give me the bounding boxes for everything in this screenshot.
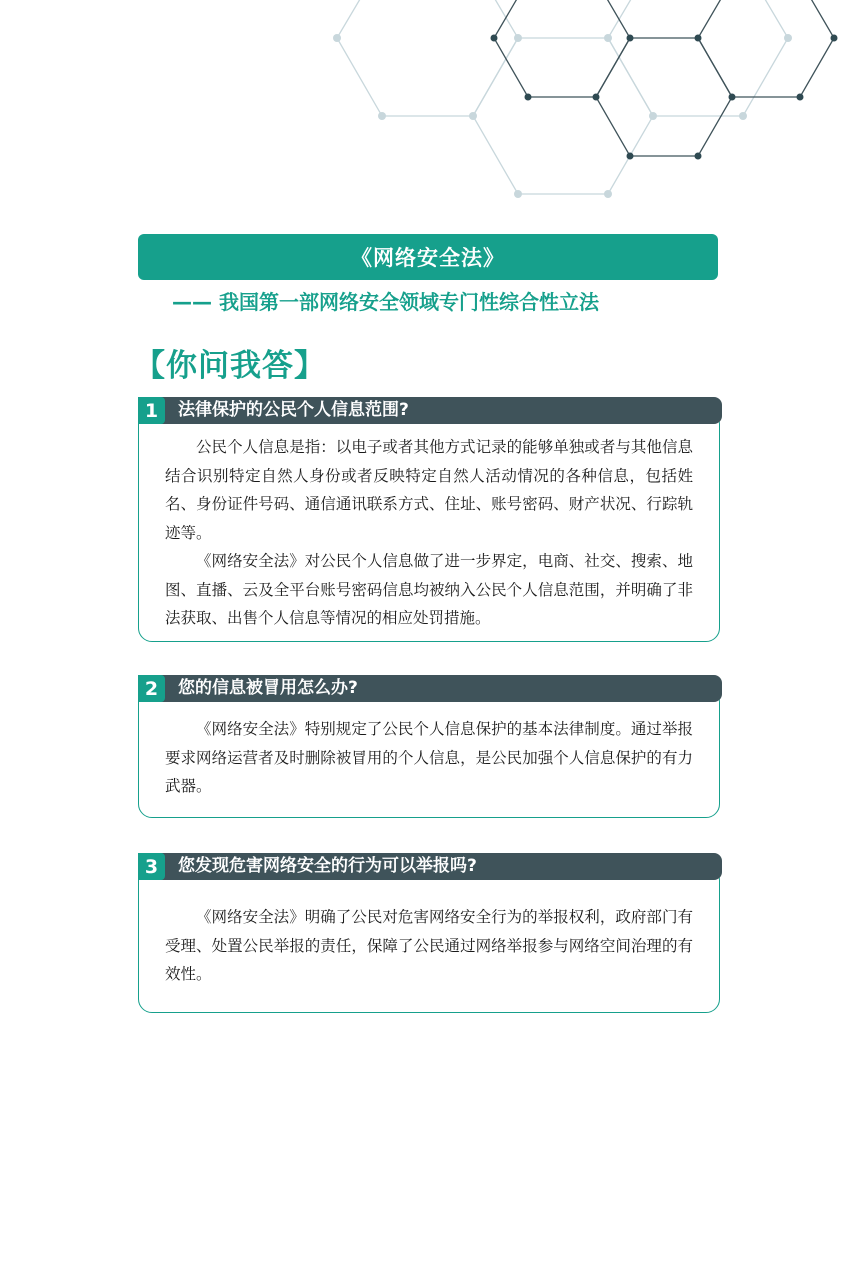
qa-card-header	[138, 853, 722, 880]
qa-section-heading: 【你问我答】	[134, 348, 326, 384]
answer-paragraph: 《网络安全法》特别规定了公民个人信息保护的基本法律制度。通过举报要求网络运营者及时删除被冒用的个人信息，是公民加强个人信息保护的有力武器。	[165, 720, 693, 795]
answer-body	[139, 689, 719, 801]
answer-paragraph: 公民个人信息是指：以电子或者其他方式记录的能够单独或者与其他信息结合识别特定自然人身份或者反映特定自然人活动情况的各种信息，包括姓名、身份证件号码、通信通讯联系方式、住址、账号密码、财产状况、行踪轨迹等。	[165, 438, 693, 542]
question-title: 您的信息被冒用怎么办?	[178, 678, 358, 698]
qa-card-header	[138, 675, 722, 702]
qa-card-2	[138, 677, 720, 818]
qa-card-1	[138, 399, 720, 642]
qa-card-3	[138, 855, 720, 1013]
qa-card-header	[138, 397, 722, 424]
question-number-badge: 1	[138, 397, 165, 424]
law-subtitle: —— 我国第一部网络安全领域专门性综合性立法	[172, 290, 599, 314]
question-number-badge: 3	[138, 853, 165, 880]
answer-body	[139, 411, 719, 633]
answer-paragraph: 《网络安全法》明确了公民对危害网络安全行为的举报权利，政府部门有受理、处置公民举报的责任，保障了公民通过网络举报参与网络空间治理的有效性。	[165, 908, 693, 983]
answer-paragraph: 《网络安全法》对公民个人信息做了进一步界定，电商、社交、搜索、地图、直播、云及全平台账号密码信息均被纳入公民个人信息范围，并明确了非法获取、出售个人信息等情况的相应处罚措施。	[165, 552, 693, 627]
answer-body	[139, 867, 719, 989]
question-title: 法律保护的公民个人信息范围?	[178, 400, 409, 420]
question-title: 您发现危害网络安全的行为可以举报吗?	[178, 856, 477, 876]
law-title: 《网络安全法》	[351, 246, 505, 270]
law-title-banner	[138, 234, 718, 280]
question-number-badge: 2	[138, 675, 165, 702]
hexagon-network-decoration	[0, 0, 862, 230]
